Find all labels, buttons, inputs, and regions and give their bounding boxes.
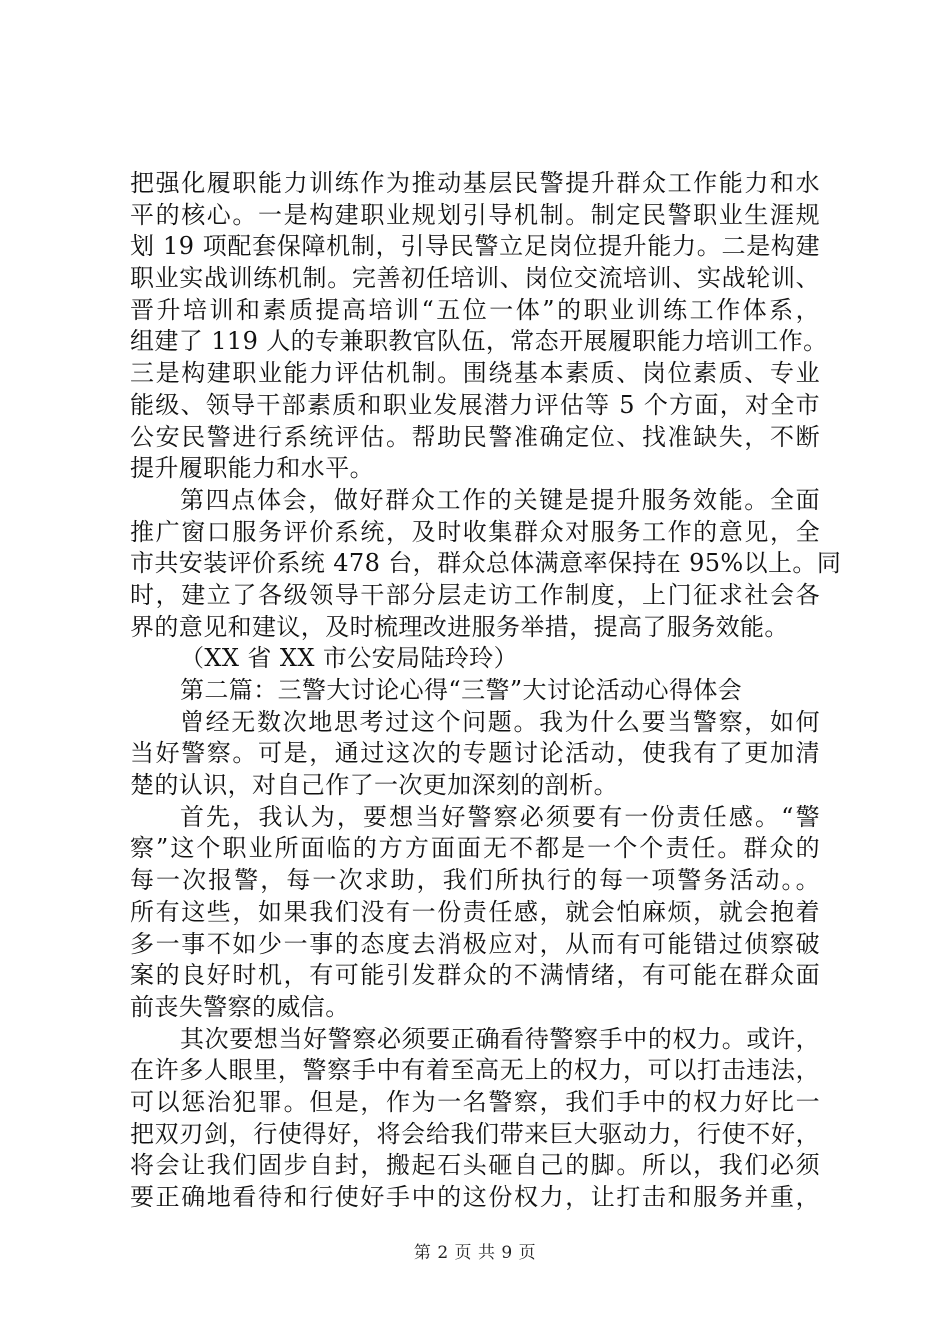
text-line: 前丧失警察的威信。: [130, 992, 350, 1021]
text-line: 把双刃剑，行使得好，将会给我们带来巨大驱动力，行使不好，: [130, 1119, 820, 1148]
text-line: 多一事不如少一事的态度去消极应对，从而有可能错过侦察破: [130, 929, 820, 958]
text-line: 组建了 119 人的专兼职教官队伍，常态开展履职能力培训工作。: [130, 327, 828, 356]
text-line: 公安民警进行系统评估。帮助民警准确定位、找准缺失，不断: [130, 422, 820, 451]
text-line: 将会让我们固步自封，搬起石头砸自己的脚。所以，我们必须: [130, 1151, 820, 1180]
text-line: 当好警察。可是，通过这次的专题讨论活动，使我有了更加清: [130, 739, 820, 768]
text-line: 时，建立了各级领导干部分层走访工作制度，上门征求社会各: [130, 580, 820, 609]
text-line: 平的核心。一是构建职业规划引导机制。制定民警职业生涯规: [130, 200, 820, 229]
text-line: 职业实战训练机制。完善初任培训、岗位交流培训、实战轮训、: [130, 264, 820, 293]
section-heading: 第二篇：三警大讨论心得“三警”大讨论活动心得体会: [180, 676, 743, 704]
text-line: 能级、领导干部素质和职业发展潜力评估等 5 个方面，对全市: [130, 390, 820, 419]
text-line: 界的意见和建议，及时梳理改进服务举措，提高了服务效能。: [130, 612, 789, 641]
author-note: （XX 省 XX 市公安局陆玲玲）: [180, 644, 519, 673]
text-line: 划 19 项配套保障机制，引导民警立足岗位提升能力。二是构建: [130, 232, 820, 261]
paragraph-start: 第四点体会，做好群众工作的关键是提升服务效能。全面: [180, 485, 820, 514]
page-number-footer: 第 2 页 共 9 页: [413, 1243, 537, 1263]
text-line: 察”这个职业所面临的方方面面无不都是一个个责任。群众的: [130, 834, 820, 863]
text-line: 楚的认识，对自己作了一次更加深刻的剖析。: [130, 771, 618, 800]
paragraph-start: 曾经无数次地思考过这个问题。我为什么要当警察，如何: [180, 707, 820, 736]
paragraph-start: 其次要想当好警察必须要正确看待警察手中的权力。或许，: [180, 1024, 820, 1053]
text-line: 可以惩治犯罪。但是，作为一名警察，我们手中的权力好比一: [130, 1087, 820, 1116]
text-line: 在许多人眼里，警察手中有着至高无上的权力，可以打击违法，: [130, 1056, 820, 1085]
text-line: 晋升培训和素质提高培训“五位一体”的职业训练工作体系，: [130, 295, 820, 324]
text-line: 要正确地看待和行使好手中的这份权力，让打击和服务并重，: [130, 1183, 820, 1211]
text-line: 案的良好时机，有可能引发群众的不满情绪，有可能在群众面: [130, 961, 820, 990]
text-line: 每一次报警，每一次求助，我们所执行的每一项警务活动。。: [130, 866, 820, 895]
text-line: 市共安装评价系统 478 台，群众总体满意率保持在 95%以上。同: [130, 549, 842, 578]
text-line: 三是构建职业能力评估机制。围绕基本素质、岗位素质、专业: [130, 359, 820, 388]
text-line: 把强化履职能力训练作为推动基层民警提升群众工作能力和水: [130, 169, 820, 197]
text-line: 提升履职能力和水平。: [130, 454, 374, 483]
document-body: [130, 168, 842, 1214]
text-line: 推广窗口服务评价系统，及时收集群众对服务工作的意见，全: [130, 517, 820, 546]
text-line: 所有这些，如果我们没有一份责任感，就会怕麻烦，就会抱着: [130, 897, 820, 926]
paragraph-start: 首先，我认为，要想当好警察必须要有一份责任感。“警: [180, 802, 820, 831]
